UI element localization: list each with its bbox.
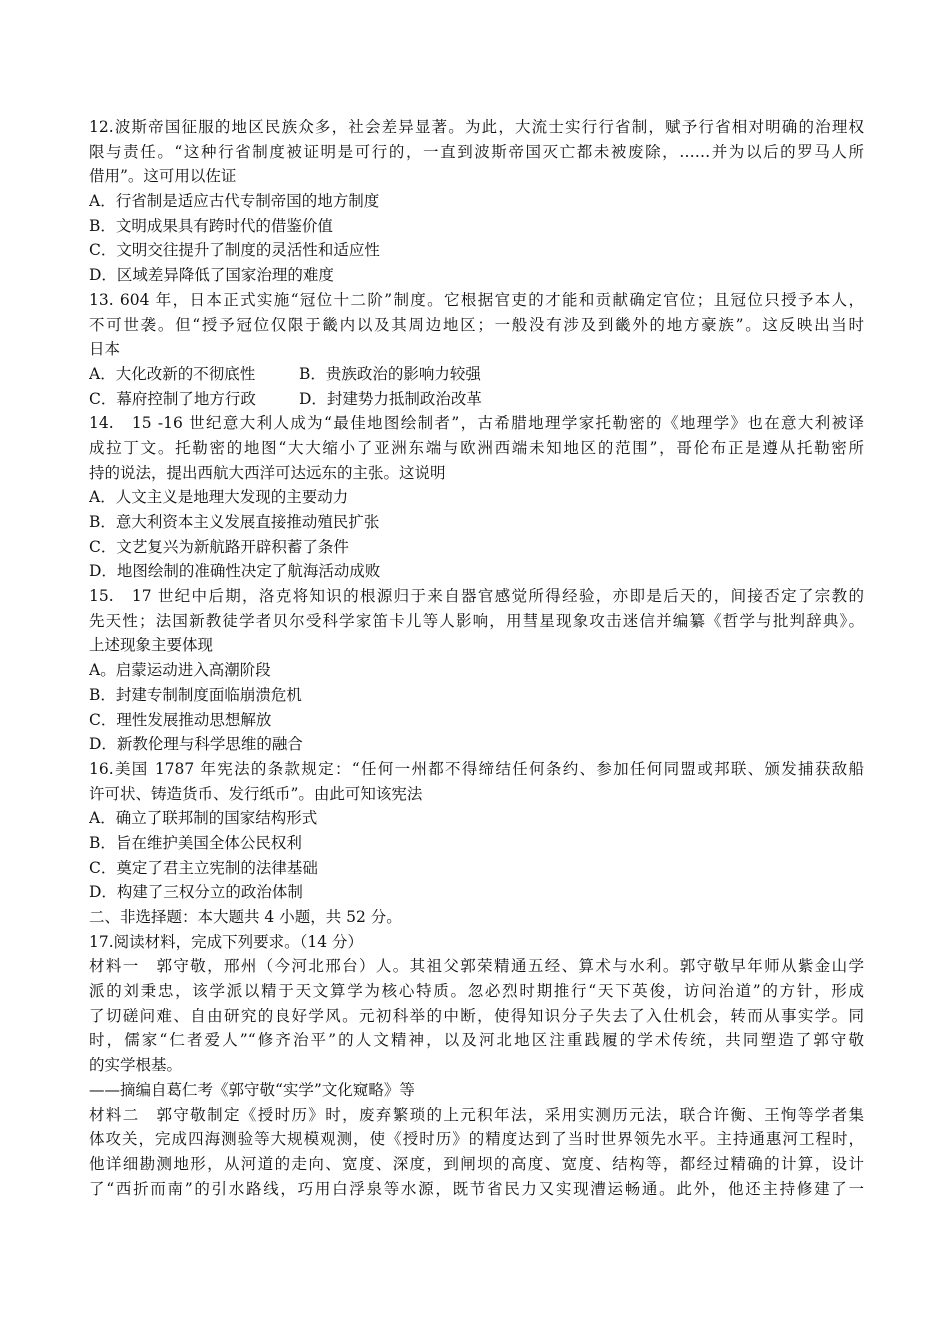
question-15-stem-line: 先天性；法国新教徒学者贝尔受科学家笛卡儿等人影响，用彗星现象攻击迷信并编纂《哲学与批判辞典》。 (89, 611, 864, 630)
question-16-option-c: C．奠定了君主立宪制的法律基础 (89, 858, 318, 877)
question-12-stem-line: 12.波斯帝国征服的地区民族众多，社会差异显著。为此，大流士实行行省制，赋予行省相对明确的治理权 (89, 118, 864, 136)
question-15-option-a: A。启蒙运动进入高潮阶段 (89, 661, 271, 680)
material-1-line: 的实学根基。 (89, 1056, 183, 1075)
question-13-stem-line: 不可世袭。但“授予冠位仅限于畿内以及其周边地区；一般没有涉及到畿外的地方豪族”。这反映出当时 (89, 315, 864, 334)
question-16-option-d: D．构建了三权分立的政治体制 (89, 883, 303, 902)
question-13-stem-line: 13. 604 年，日本正式实施“冠位十二阶”制度。它根据官吏的才能和贡献确定官位；且冠位只授予本人， (89, 290, 864, 309)
question-16-stem-line: 16.美国 1787 年宪法的条款规定：“任何一州都不得缔结任何条约、参加任何同盟或邦联、颁发捕获敌船 (89, 759, 864, 778)
question-15-option-d: D．新教伦理与科学思维的融合 (89, 735, 303, 754)
question-14 (89, 411, 864, 584)
question-16-stem-line: 许可状、铸造货币、发行纸币”。由此可知该宪法 (89, 784, 423, 803)
material-1-line: 材料一 郭守敬，邢州（今河北邢台）人。其祖父郭荣精通五经、算术与水利。郭守敬早年师从紫金山学 (89, 957, 864, 976)
question-16-option-b: B．旨在维护美国全体公民权利 (89, 833, 302, 852)
question-13-option-a: A．大化改新的不彻底性 (89, 364, 256, 383)
material-2-line: 材料二 郭守敬制定《授时历》时，废弃繁琐的上元积年法，采用实测历元法，联合许衡、王恂等学者集 (89, 1105, 864, 1124)
question-13-options-row (89, 362, 864, 387)
question-13-option-d: D．封建势力抵制政治改革 (299, 389, 482, 408)
question-13 (89, 288, 864, 411)
question-14-option-d: D．地图绘制的准确性决定了航海活动成败 (89, 562, 381, 581)
question-13-stem-line: 日本 (89, 340, 121, 359)
question-13-option-b: B．贵族政治的影响力较强 (299, 364, 481, 383)
material-1-line: 时，儒家“仁者爱人”“修齐治平”的人文精神，以及河北地区注重践履的学术传统，共同塑造了郭守敬 (89, 1031, 864, 1050)
question-12 (89, 115, 864, 288)
question-15 (89, 584, 864, 757)
question-14-stem-line: 持的说法，提出西航大西洋可达远东的主张。这说明 (89, 463, 446, 482)
question-13-option-c: C．幕府控制了地方行政 (89, 389, 256, 408)
question-12-stem-line: 借用”。这可用以佐证 (89, 167, 237, 186)
material-1-source: ——摘编自葛仁考《郭守敬“实学”文化窥略》等 (89, 1080, 415, 1099)
question-12-option-b: B．文明成果具有跨时代的借鉴价值 (89, 216, 333, 235)
section-2-heading: 二、非选择题：本大题共 4 小题，共 52 分。 (89, 908, 402, 926)
question-14-option-b: B．意大利资本主义发展直接推动殖民扩张 (89, 513, 380, 531)
question-17 (89, 930, 864, 1202)
question-15-option-c: C．理性发展推动思想解放 (89, 710, 272, 729)
material-1-line: 了切磋问难、自由研究的良好学风。元初科举的中断，使得知识分子失去了入仕机会，转而从事实学。同 (89, 1006, 864, 1025)
question-12-option-a: A．行省制是适应古代专制帝国的地方制度 (89, 192, 380, 211)
question-13-options-row (89, 387, 864, 412)
question-15-stem-line: 15. 17 世纪中后期，洛克将知识的根源归于来自器官感觉所得经验，亦即是后天的，间接否定了宗教的 (89, 587, 864, 606)
question-12-option-d: D．区域差异降低了国家治理的难度 (89, 266, 334, 285)
question-14-option-c: C．文艺复兴为新航路开辟积蓄了条件 (89, 537, 349, 556)
material-2-line: 他详细勘测地形，从河道的走向、宽度、深度，到闸坝的高度、宽度、结构等，都经过精确的计算，设计 (89, 1154, 864, 1173)
question-14-stem-line: 成拉丁文。托勒密的地图“大大缩小了亚洲东端与欧洲西端未知地区的范围”，哥伦布正是遵从托勒密所 (89, 438, 864, 457)
question-16 (89, 757, 864, 905)
question-15-stem-line: 上述现象主要体现 (89, 636, 214, 655)
question-17-title: 17.阅读材料，完成下列要求。（14 分） (89, 932, 364, 951)
question-16-option-a: A．确立了联邦制的国家结构形式 (89, 809, 318, 828)
question-12-option-c: C．文明交往提升了制度的灵活性和适应性 (89, 241, 380, 260)
question-14-option-a: A．人文主义是地理大发现的主要动力 (89, 488, 349, 507)
question-14-stem-line: 14. 15 -16 世纪意大利人成为“最佳地图绘制者”，古希腊地理学家托勒密的《地理学》也在意大利被译 (89, 414, 864, 433)
question-12-stem-line: 限与责任。“这种行省制度被证明是可行的，一直到波斯帝国灭亡都未被废除，……并为以后的罗马人所 (89, 142, 864, 161)
page-content (89, 115, 864, 1201)
question-15-option-b: B．封建专制制度面临崩溃危机 (89, 685, 302, 704)
material-1-line: 派的刘秉忠，该学派以精于天文算学为核心特质。忽必烈时期推行“天下英俊，访问治道”的方针，形成 (89, 982, 864, 1001)
material-2-line: 了“西折而南”的引水路线，巧用白浮泉等水源，既节省民力又实现漕运畅通。此外，他还主持修建了一 (89, 1179, 864, 1198)
material-2-line: 体攻关，完成四海测验等大规模观测，使《授时历》的精度达到了当时世界领先水平。主持通惠河工程时， (89, 1130, 864, 1149)
